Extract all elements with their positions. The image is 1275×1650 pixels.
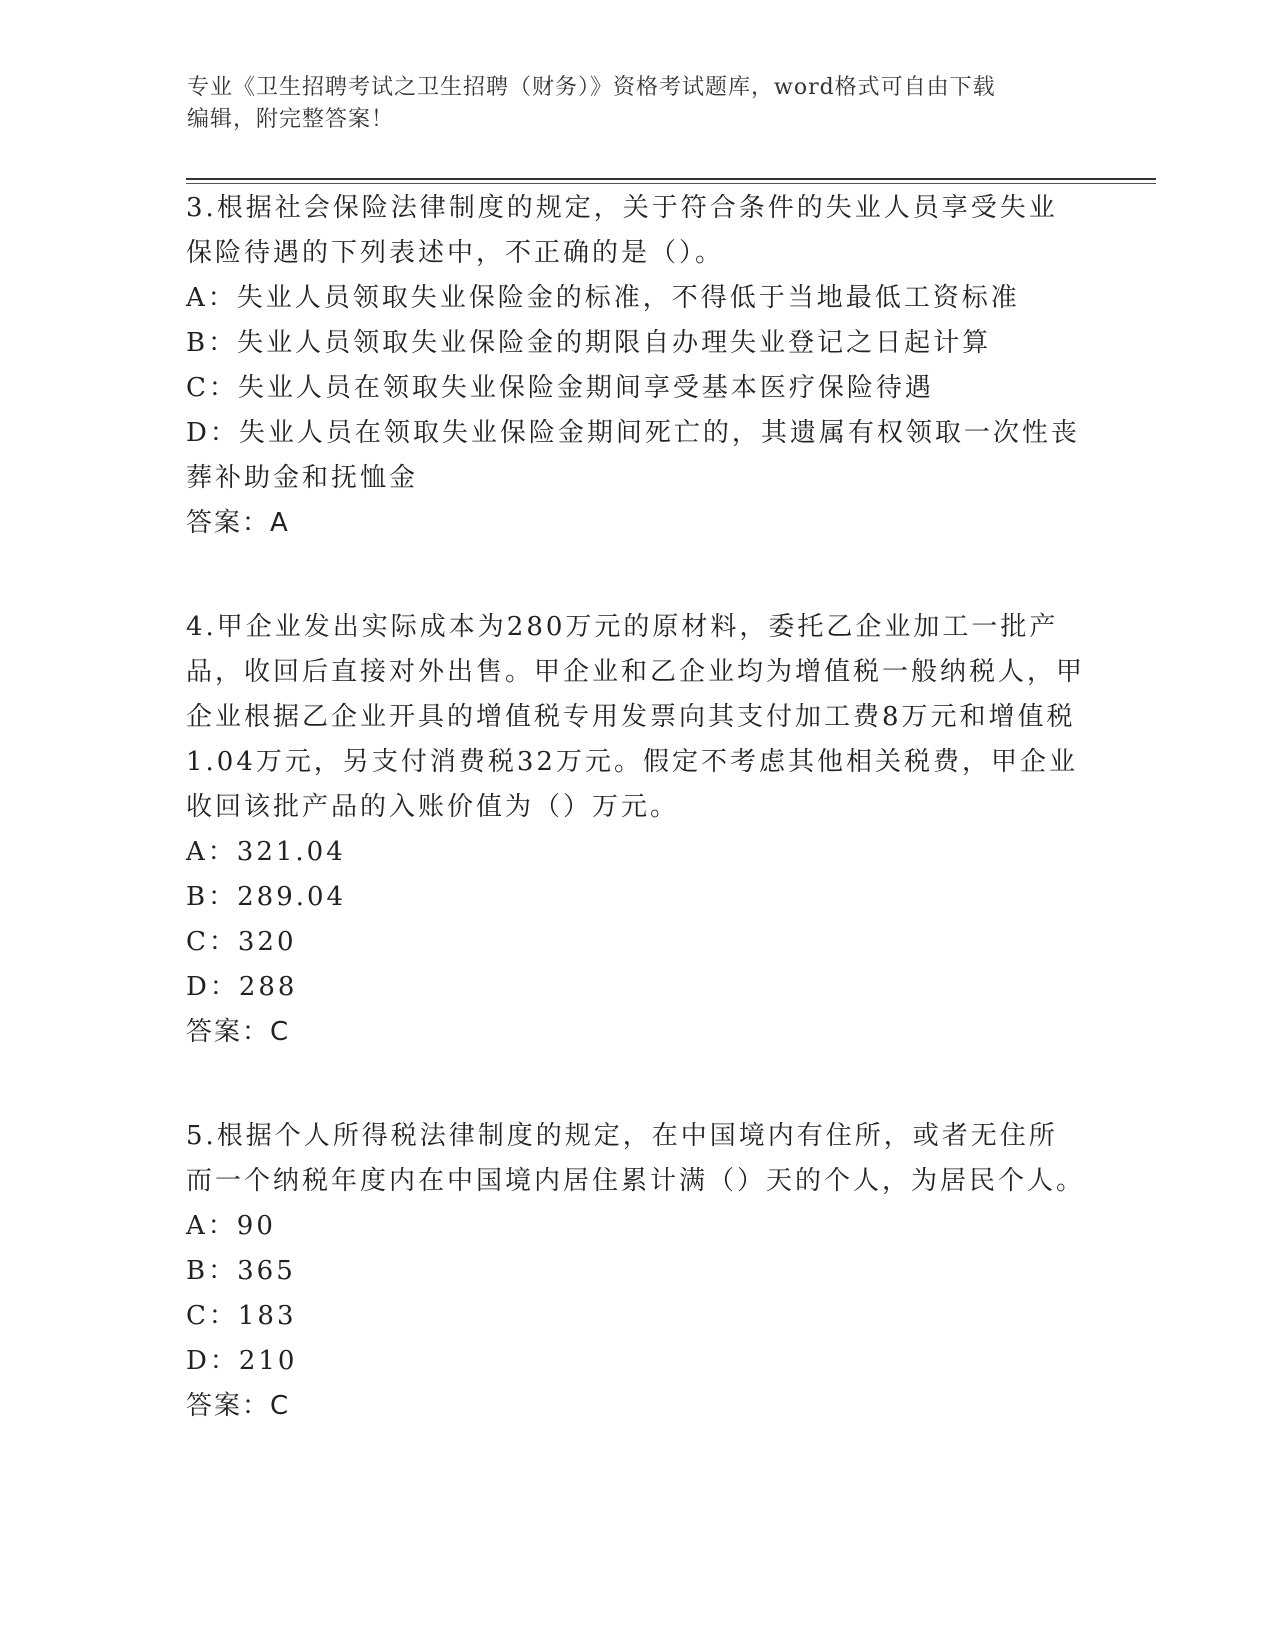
question-3 [186,186,1086,546]
question-4 [186,605,1086,1055]
question-stem: 4.甲企业发出实际成本为280万元的原材料，委托乙企业加工一批产品，收回后直接对外出售。甲企业和乙企业均为增值税一般纳税人，甲企业根据乙企业开具的增值税专用发票向其支付加工费8万元和增值税1.04万元，另支付消费税32万元。假定不考虑其他相关税费，甲企业收回该批产品的入账价值为（）万元。 [186,612,1086,822]
header-line-1: 专业《卫生招聘考试之卫生招聘（财务）》资格考试题库，word格式可自由下载 [187,75,996,100]
header-rule-thin [186,183,1156,184]
header-rule-thick [186,178,1156,180]
option-b: B：365 [186,1256,296,1286]
question-list [186,186,1086,1429]
header-line-2: 编辑，附完整答案！ [187,107,395,132]
option-a: A：90 [186,1211,276,1241]
question-spacer [186,546,1086,605]
question-stem: 3.根据社会保险法律制度的规定，关于符合条件的失业人员享受失业保险待遇的下列表述中，不正确的是（）。 [186,193,1058,268]
option-c: C：183 [186,1301,297,1331]
answer-line: 答案：C [186,1017,291,1047]
option-c: C：失业人员在领取失业保险金期间享受基本医疗保险待遇 [186,373,934,403]
question-spacer [186,1055,1086,1114]
option-c: C：320 [186,927,297,957]
option-d: D：失业人员在领取失业保险金期间死亡的，其遗属有权领取一次性丧葬补助金和抚恤金 [186,418,1080,493]
option-d: D：288 [186,972,298,1002]
option-a: A：321.04 [186,837,346,867]
option-a: A：失业人员领取失业保险金的标准，不得低于当地最低工资标准 [186,283,1020,313]
answer-line: 答案：C [186,1391,291,1421]
option-d: D：210 [186,1346,298,1376]
option-b: B：289.04 [186,882,347,912]
question-5 [186,1114,1086,1429]
question-stem: 5.根据个人所得税法律制度的规定，在中国境内有住所，或者无住所而一个纳税年度内在中国境内居住累计满（）天的个人，为居民个人。 [186,1121,1086,1196]
document-header [187,72,1077,136]
answer-line: 答案：A [186,508,290,538]
option-b: B：失业人员领取失业保险金的期限自办理失业登记之日起计算 [186,328,992,358]
